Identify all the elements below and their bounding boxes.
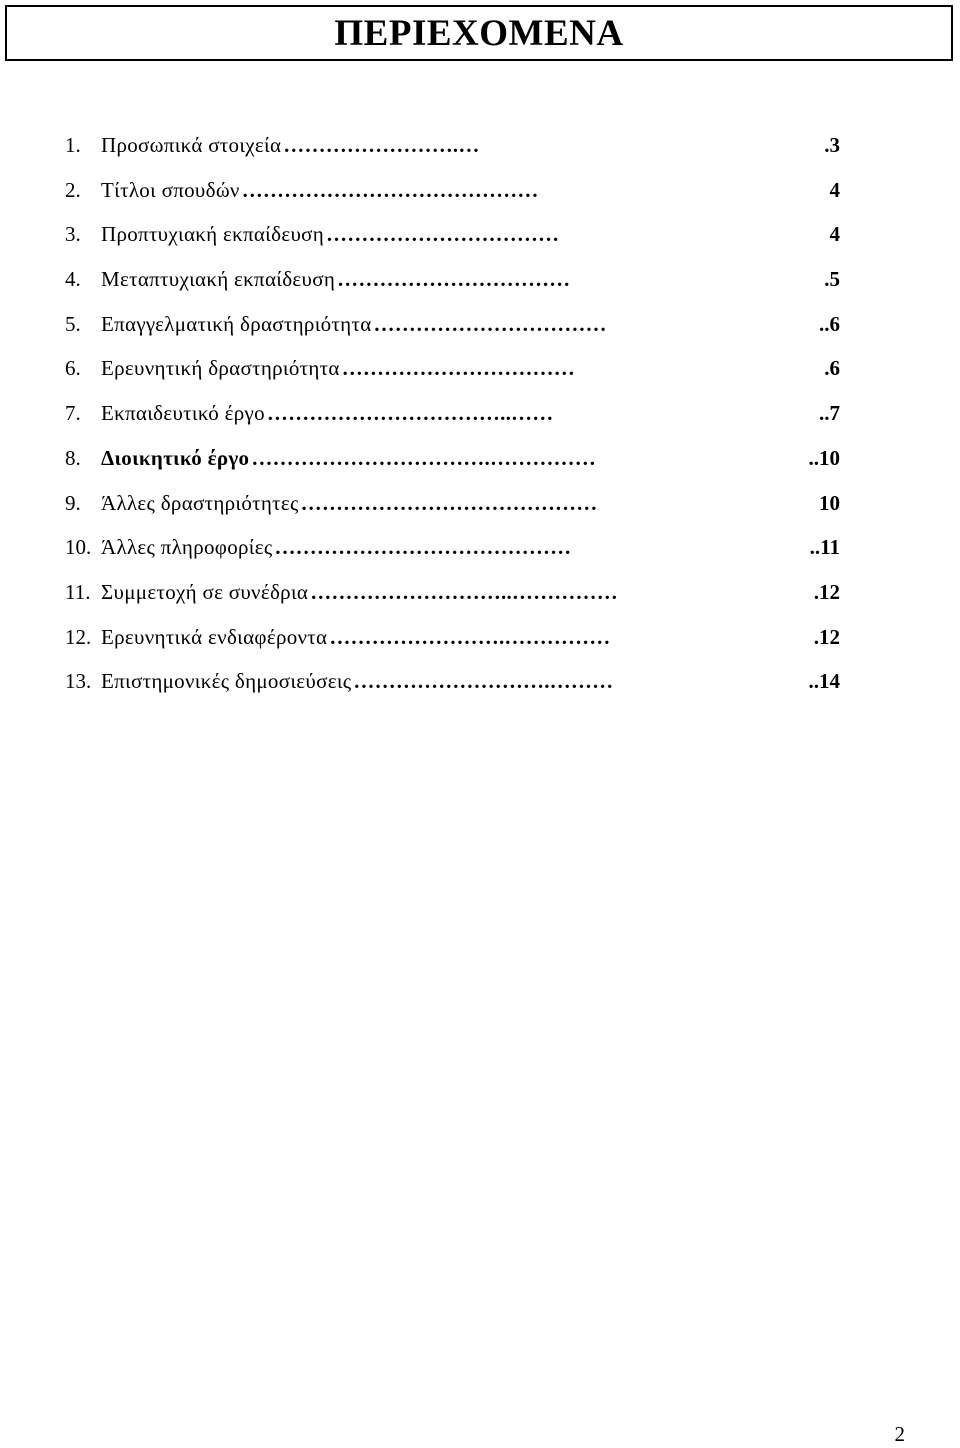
toc-item-page: 4 [829, 222, 840, 247]
toc-item-number: 5. [65, 311, 81, 336]
toc-item-label: Άλλες πληροφορίες [101, 535, 273, 560]
toc-item-leader: …………………………… [341, 356, 575, 381]
toc-item [65, 173, 840, 218]
toc-item-page: ..10 [808, 445, 840, 470]
toc-item-label: Επαγγελματική δραστηριότητα [101, 311, 372, 336]
toc-item-leader: …………………….… [283, 133, 480, 157]
toc-item [65, 351, 840, 396]
toc-item-page: .12 [813, 579, 840, 604]
toc-item-number: 13. [65, 669, 92, 694]
toc-item-label: Ερευνητική δραστηριότητα [101, 356, 340, 381]
toc-item-number: 12. [65, 624, 92, 649]
toc-item-label: Διοικητικό έργο [101, 445, 250, 470]
toc-item [65, 530, 840, 575]
toc-item-page: ..14 [808, 669, 840, 694]
toc-item-number: 4. [65, 267, 81, 292]
toc-item-leader: …………………………………… [300, 490, 598, 515]
toc-item-page: ..7 [819, 401, 840, 426]
toc-item-label: Άλλες δραστηριότητες [101, 490, 299, 515]
toc-item-label: Προπτυχιακή εκπαίδευση [101, 222, 325, 247]
page-title: ΠΕΡΙΕΧΟΜΕΝΑ [334, 12, 624, 54]
toc-item-label: Συμμετοχή σε συνέδρια [101, 579, 309, 604]
toc-item-label: Τίτλοι σπουδών [101, 177, 240, 202]
toc-item-number: 8. [65, 445, 81, 470]
page-number: 2 [894, 1422, 905, 1446]
toc-item [65, 620, 840, 665]
toc-item-leader: …………………………… [373, 311, 607, 336]
toc-item-number: 2. [65, 177, 81, 202]
toc-item [65, 441, 840, 486]
toc-item [65, 486, 840, 531]
table-of-contents [65, 128, 840, 709]
toc-item-label: Μεταπτυχιακή εκπαίδευση [101, 267, 336, 292]
toc-item-number: 9. [65, 490, 81, 515]
toc-item-page: .6 [824, 356, 840, 381]
toc-item-leader: ……………………….……… [353, 669, 614, 694]
toc-item-page: ..11 [809, 535, 840, 560]
toc-item-page: .12 [813, 624, 840, 649]
toc-item-leader: …………………………… [326, 222, 560, 247]
toc-item-number: 3. [65, 222, 81, 247]
toc-item-number: 7. [65, 401, 81, 426]
toc-item-label: Προσωπικά στοιχεία [101, 133, 282, 157]
toc-item [65, 575, 840, 620]
toc-item-leader: ……………………………..…… [266, 401, 554, 426]
toc-item-number: 11. [65, 579, 91, 604]
toc-item-label: Επιστημονικές δημοσιεύσεις [101, 669, 352, 694]
toc-item-page: .5 [824, 267, 840, 292]
title-box [5, 5, 953, 61]
toc-item-page: ..6 [819, 311, 840, 336]
toc-item-label: Εκπαιδευτικό έργο [101, 401, 265, 426]
toc-item-label: Ερευνητικά ενδιαφέροντα [101, 624, 328, 649]
toc-item-page: 4 [829, 177, 840, 202]
toc-item-number: 10. [65, 535, 92, 560]
toc-item [65, 262, 840, 307]
toc-item-number: 1. [65, 133, 81, 157]
toc-item-leader: ………………………..…………… [310, 579, 618, 604]
toc-item-leader: …………………….…………… [329, 624, 611, 649]
toc-item-page: .3 [824, 133, 840, 157]
toc-item [65, 217, 840, 262]
toc-item [65, 396, 840, 441]
toc-item-leader: …………………………………… [241, 177, 539, 202]
toc-item-leader: …………………………… [337, 267, 571, 292]
toc-item-leader: …………………………………… [274, 535, 572, 560]
toc-item [65, 128, 840, 173]
toc-item [65, 664, 840, 709]
toc-item-leader: …………………………….…………… [251, 445, 596, 470]
toc-item-number: 6. [65, 356, 81, 381]
toc-item-page: 10 [819, 490, 840, 515]
toc-item [65, 307, 840, 352]
